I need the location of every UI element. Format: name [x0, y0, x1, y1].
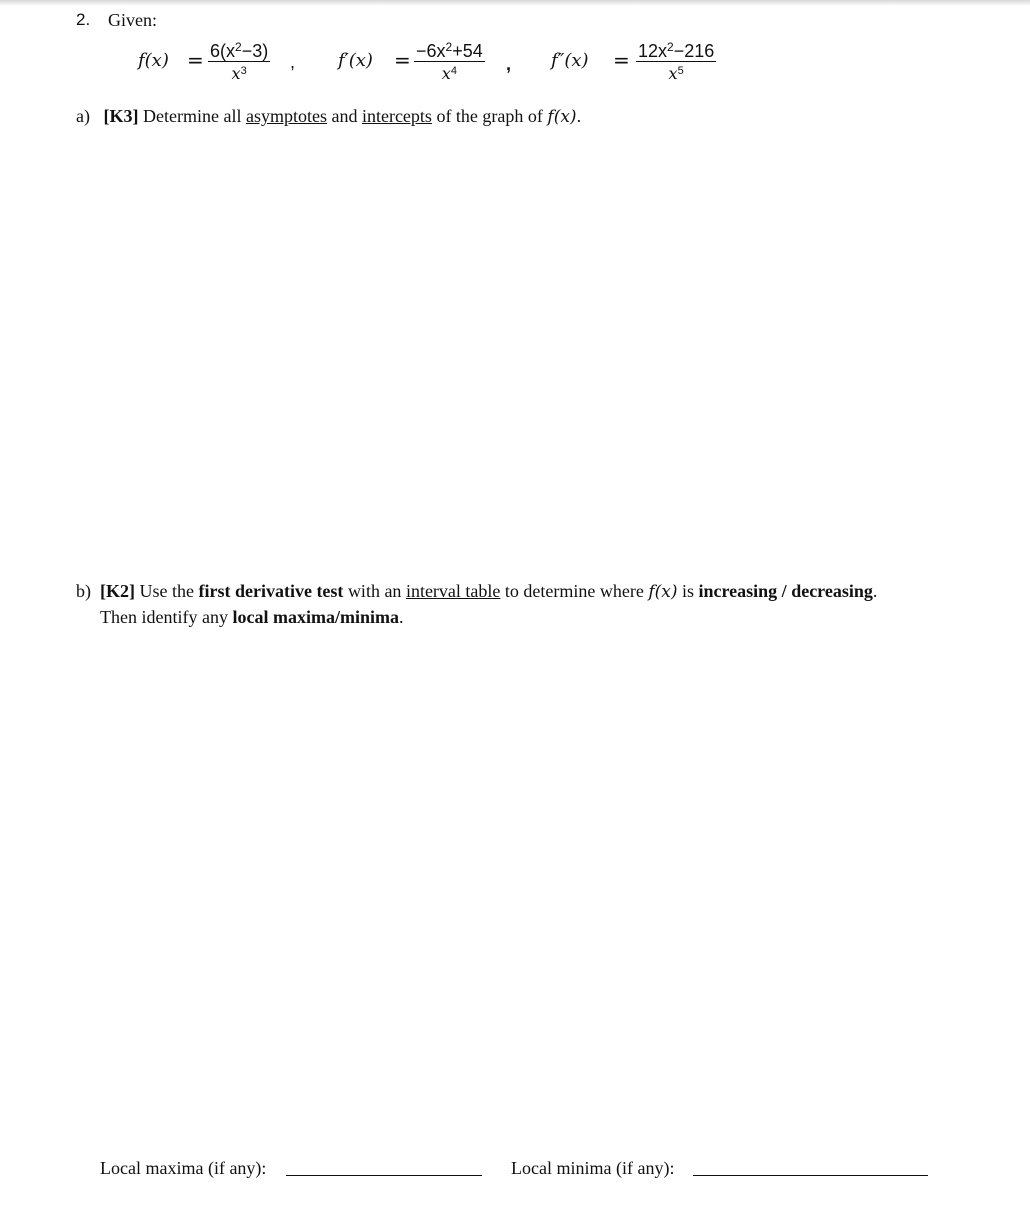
fdoubleprime-equals: =	[613, 48, 630, 72]
intercepts-term: intercepts	[361, 106, 432, 126]
f-equals: =	[187, 48, 204, 72]
part-b-prompt-line2: Then identify any local maxima/minima.	[100, 607, 404, 627]
f-label: f(x)	[138, 50, 169, 71]
f-fraction	[208, 37, 270, 83]
increasing-decreasing-term: increasing / decreasing	[698, 581, 873, 601]
local-maxima-label: Local maxima (if any):	[100, 1158, 267, 1178]
fdoubleprime-label: f″(x)	[551, 50, 589, 71]
fprime-comma: ,	[506, 54, 512, 74]
local-maxima-minima-term: local maxima/minima	[232, 607, 399, 627]
question-given-label: Given:	[108, 10, 157, 30]
top-shadow	[0, 0, 1030, 6]
asymptotes-term: asymptotes	[245, 106, 327, 126]
fprime-denominator: $x^4$	[441, 64, 457, 83]
f-comma: ,	[290, 52, 296, 72]
interval-table-term: interval table	[405, 581, 501, 601]
part-a-prompt: a) [K3] Determine all asymptotes and intercepts of the graph of f(x).	[76, 106, 582, 127]
local-minima-label: Local minima (if any):	[511, 1158, 675, 1178]
part-a-label: a)	[76, 106, 90, 126]
part-b-fx: f(x)	[648, 582, 678, 602]
fdoubleprime-fraction	[636, 37, 716, 83]
f-numerator: $6(x^2-3)$	[210, 40, 269, 61]
fprime-equals: =	[394, 48, 411, 72]
fprime-numerator: $-6x^2+54$	[416, 40, 483, 61]
local-minima-answer-line[interactable]	[693, 1175, 928, 1176]
local-maxima-answer-line[interactable]	[286, 1175, 482, 1176]
fdoubleprime-numerator: $12x^2-216$	[638, 40, 715, 61]
fdoubleprime-denominator: $x^5$	[668, 64, 684, 83]
part-a-fx: f(x)	[547, 107, 577, 127]
part-a-tag: [K3]	[103, 106, 139, 126]
part-b-label: b)	[76, 581, 91, 601]
question-number: 2.	[76, 10, 91, 29]
first-derivative-test-term: first derivative test	[198, 581, 344, 601]
fprime-label: f′(x)	[338, 50, 373, 71]
f-denominator: $x^3$	[231, 64, 247, 83]
part-b-tag: [K2]	[100, 581, 135, 601]
fprime-fraction	[414, 37, 485, 83]
part-b-prompt-line1: b) [K2] Use the first derivative test with an interval table to determine where f(x) is increasing / decreasing.	[76, 581, 878, 602]
